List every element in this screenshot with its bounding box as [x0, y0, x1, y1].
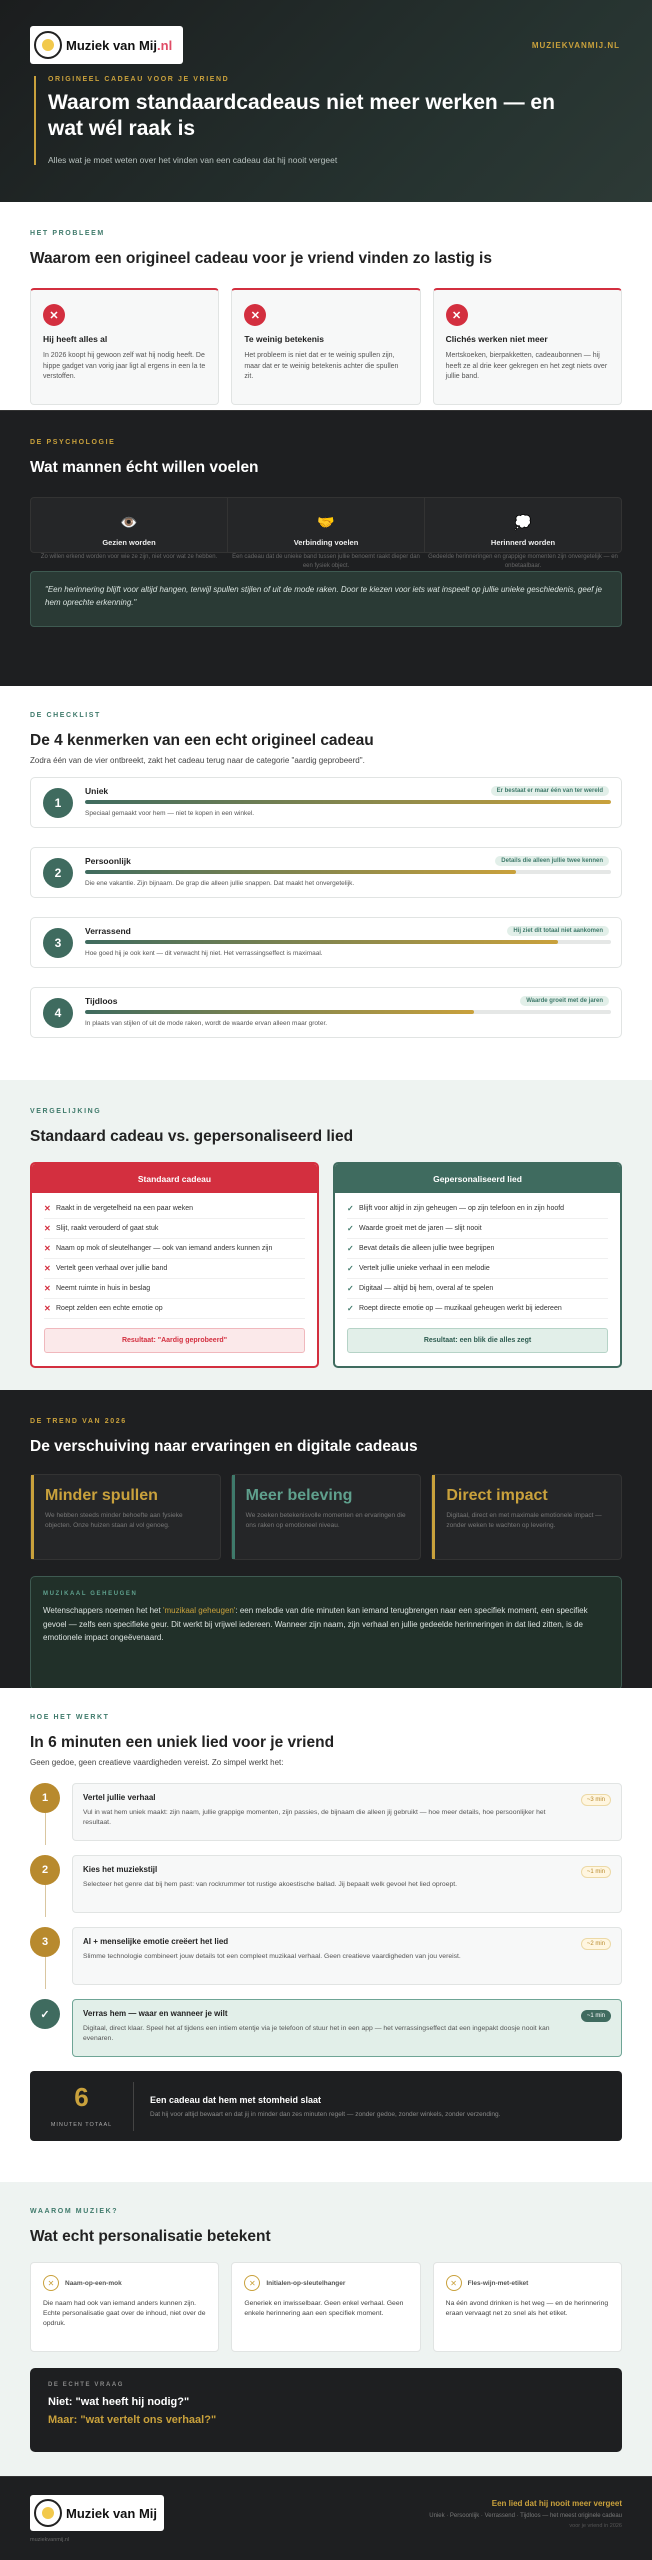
check-icon: ✓: [347, 1244, 354, 1254]
checklist-eyebrow: DE CHECKLIST: [30, 712, 101, 719]
science-label: MUZIKAAL GEHEUGEN: [43, 1591, 138, 1598]
step-title: Vertel jullie verhaal: [83, 1793, 156, 1803]
checklist-item: [30, 917, 622, 968]
cross-icon: ✕: [44, 1244, 51, 1254]
hero-section: [0, 0, 652, 202]
standard-result: Resultaat: "Aardig geprobeerd": [44, 1328, 305, 1353]
song-item: ✓ Bevat details die alleen jullie twee begrijpen: [347, 1239, 608, 1259]
why-card-text: Generiek en inwisselbaar. Geen enkel verhaal. Geen enkele herinnering aan een specifiek moment.: [244, 2300, 404, 2318]
standard-item: ✕ Raakt in de vergetelheid na een paar weken: [44, 1199, 305, 1219]
standard-gift-column: [30, 1162, 319, 1368]
trend-eyebrow: DE TREND VAN 2026: [30, 1418, 127, 1425]
checklist-number: 4: [43, 998, 73, 1028]
checklist-item: [30, 847, 622, 898]
problem-card-title: Clichés werken niet meer: [445, 334, 548, 345]
headphones-icon: [34, 31, 62, 59]
step-item: [30, 1855, 622, 1917]
why-card-label: Naam-op-een-mok: [65, 2279, 122, 2287]
science-text: Wetenschappers noemen het het 'muzikaal geheugen': een melodie van drie minuten kan iemand terugbrengen naar een specifiek moment, een specifiek gevoel — zelfs een specifieke geur. Dit werkt bij vrijwel iedereen. Wanneer zijn naam, zijn verhaal en jullie gedeelde herinneringen in dat lied zitten, is de emotionele impact ongeëvenaard.: [43, 1606, 588, 1642]
comparison-section: [0, 1080, 652, 1390]
checklist-item-title: Tijdloos: [85, 996, 118, 1007]
feeling-title: Herinnerd worden: [490, 538, 556, 548]
trend-card: [431, 1474, 622, 1560]
x-circle-icon: ✕: [244, 2275, 260, 2291]
song-item: ✓ Vertelt jullie unieke verhaal in een melodie: [347, 1259, 608, 1279]
why-music-section: [0, 2182, 652, 2476]
checklist-bar: [85, 940, 611, 944]
psychology-eyebrow: DE PSYCHOLOGIE: [30, 439, 116, 446]
real-question-line2: Maar: "wat vertelt ons verhaal?": [48, 2414, 217, 2427]
cross-icon: ✕: [44, 1304, 51, 1314]
problem-card-title: Te weinig betekenis: [244, 334, 324, 345]
x-icon: ✕: [244, 304, 266, 326]
real-question-box: [30, 2368, 622, 2452]
total-text: Een cadeau dat hem met stomheid slaat Dat hij voor altijd bewaart en dat jij in minder dan zes minuten regelt — zonder gedoe, zonder winkels, zonder verzending.: [150, 2094, 501, 2118]
hero-body: [34, 76, 594, 165]
step-item: [30, 1999, 622, 2061]
steps-section: [0, 1688, 652, 2182]
standard-item: ✕ Roept zelden een echte emotie op: [44, 1299, 305, 1319]
problem-card-text: Mertskoeken, bierpakketten, cadeaubonnen — hij heeft ze al drie keer gekregen en het zegt niets over jullie band.: [445, 352, 608, 380]
song-result: Resultaat: een blik die alles zegt: [347, 1328, 608, 1353]
cross-icon: ✕: [44, 1264, 51, 1274]
handshake-icon: 🤝: [317, 514, 335, 531]
checklist-item-text: In plaats van stijlen of uit de mode raken, wordt de waarde ervan alleen maar groter.: [85, 1020, 328, 1028]
checklist-title: De 4 kenmerken van een echt origineel cadeau: [30, 732, 374, 749]
real-question-line1: Niet: "wat heeft hij nodig?": [48, 2396, 190, 2409]
step-number: 1: [30, 1783, 60, 1813]
step-item: [30, 1783, 622, 1845]
why-title: Wat echt personalisatie betekent: [30, 2228, 271, 2245]
song-list: [335, 1193, 620, 1319]
trend-title: De verschuiving naar ervaringen en digitale cadeaus: [30, 1438, 418, 1455]
trend-card-text: We zoeken betekenisvolle momenten en ervaringen die ons raken op emotioneel niveau.: [245, 1512, 406, 1529]
check-icon: ✓: [347, 1284, 354, 1294]
checklist-item-text: Hoe goed hij je ook kent — dit verwacht hij niet. Het verrassingseffect is maximaal.: [85, 950, 323, 958]
feeling-item: [227, 498, 424, 569]
checklist-item-text: Speciaal gemaakt voor hem — niet te kopen in een winkel.: [85, 810, 255, 818]
checklist-item-title: Uniek: [85, 786, 109, 797]
checklist-tag: Details die alleen jullie twee kennen: [495, 856, 609, 866]
feeling-title: Gezien worden: [102, 538, 156, 548]
problem-card-title: Hij heeft alles al: [43, 334, 108, 345]
step-item: [30, 1927, 622, 1989]
checklist-number: 3: [43, 928, 73, 958]
why-card: [433, 2262, 622, 2352]
psychology-quote: "Een herinnering blijft voor altijd hangen, terwijl spullen stijlen of uit de mode raken. Door te kiezen voor iets wat inspeelt op jullie unieke geschiedenis, geef je hem oprechte erkenning.": [30, 571, 622, 627]
why-card-text: Na één avond drinken is het weg — en de herinnering eraan vervaagt net zo snel als het etiket.: [445, 2300, 609, 2318]
brand-name: Muziek van Mij.nl: [66, 37, 173, 53]
footer-logo[interactable]: [30, 2495, 164, 2531]
step-connector: [45, 1957, 46, 1989]
comparison-eyebrow: VERGELIJKING: [30, 1108, 102, 1115]
comparison-columns: [30, 1162, 622, 1368]
total-time-banner: [30, 2071, 622, 2141]
standard-item: ✕ Vertelt geen verhaal over jullie band: [44, 1259, 305, 1279]
cross-icon: ✕: [44, 1204, 51, 1214]
step-title: Verras hem — waar en wanneer je wilt: [83, 2009, 228, 2019]
headphones-icon: [34, 2499, 62, 2527]
step-box: [72, 1855, 622, 1913]
problem-card: [231, 288, 420, 405]
feeling-text: Zo willen erkend worden voor wie ze zijn, niet voor wat ze hebben.: [40, 554, 218, 561]
checklist-list: [30, 777, 622, 1038]
check-icon: ✓: [347, 1304, 354, 1314]
footer-right: [429, 2499, 622, 2529]
feeling-text: Een cadeau dat de unieke band tussen jullie benoemt raakt dieper dan een fysiek object.: [232, 554, 420, 569]
checklist-item-title: Verrassend: [85, 926, 131, 937]
real-question-label: DE ECHTE VRAAG: [48, 2382, 125, 2389]
step-text: Selecteer het genre dat bij hem past: van rockrummer tot rustige akoestische ballad. Jij bepaalt welk gevoel het lied oproept.: [83, 1881, 458, 1889]
step-text: Slimme technologie combineert jouw details tot een compleet muzikaal verhaal. Geen creatieve vaardigheden van jou vereist.: [83, 1953, 461, 1961]
problem-card-text: Het probleem is niet dat er te weinig spullen zijn, maar dat er te weinig betekenis achter die spullen zit.: [244, 352, 399, 380]
step-box: [72, 1999, 622, 2057]
checklist-tag: Hij ziet dit totaal niet aankomen: [507, 926, 609, 936]
song-item: ✓ Blijft voor altijd in zijn geheugen — op zijn telefoon en in zijn hoofd: [347, 1199, 608, 1219]
thought-bubble-icon: 💭: [514, 514, 532, 531]
trend-cards: [30, 1474, 622, 1560]
checklist-number: 1: [43, 788, 73, 818]
step-box: [72, 1927, 622, 1985]
footer-small-text: muziekvanmij.nl: [30, 2537, 70, 2543]
trend-card: [231, 1474, 422, 1560]
steps-title: In 6 minuten een uniek lied voor je vriend: [30, 1734, 335, 1751]
standard-item: ✕ Slijt, raakt verouderd of gaat stuk: [44, 1219, 305, 1239]
footer-links[interactable]: Uniek · Persoonlijk · Verrassend · Tijdloos — het meest originele cadeau: [429, 2513, 622, 2519]
step-box: [72, 1783, 622, 1841]
checklist-bar: [85, 1010, 611, 1014]
check-icon: ✓: [347, 1204, 354, 1214]
x-circle-icon: ✕: [446, 2275, 462, 2291]
steps-list: [30, 1783, 622, 2061]
standard-heading: Standaard cadeau: [32, 1164, 317, 1193]
step-text: Digitaal, direct klaar. Speel het af tijdens een intiem etentje via je telefoon of stuur het in een app — het verrassingseffect dat een ingepakt doosje nooit kan evenaren.: [83, 2025, 550, 2043]
step-time-badge: ~1 min: [581, 1866, 611, 1878]
footer-tagline: Een lied dat hij nooit meer vergeet: [491, 2499, 622, 2508]
trend-card-text: Digitaal, direct en met maximale emotionele impact — zonder weken te wachten op levering.: [446, 1512, 602, 1529]
why-card-label: Initialen-op-sleutelhanger: [266, 2279, 346, 2287]
step-connector: [45, 1813, 46, 1845]
problem-card: [30, 288, 219, 405]
checklist-item-title: Persoonlijk: [85, 856, 131, 867]
why-card: [231, 2262, 420, 2352]
x-circle-icon: ✕: [43, 2275, 59, 2291]
psychology-section: [0, 410, 652, 686]
page-title: Waarom standaardcadeaus niet meer werken — en wat wél raak is: [48, 91, 555, 141]
total-minutes: 6 MINUTEN TOTAAL: [30, 2082, 134, 2131]
song-column: [333, 1162, 622, 1368]
why-card-label: Fles-wijn-met-etiket: [467, 2279, 529, 2287]
trend-card-title: Minder spullen: [45, 1487, 158, 1505]
why-card: [30, 2262, 219, 2352]
brand-name: Muziek van Mij: [66, 2505, 158, 2521]
problem-title: Waarom een origineel cadeau voor je vriend vinden zo lastig is: [30, 250, 492, 267]
check-icon: ✓: [30, 1999, 60, 2029]
feeling-item: [424, 498, 621, 569]
x-icon: ✕: [446, 304, 468, 326]
checklist-tag: Er bestaat er maar één van ter wereld: [491, 786, 609, 796]
site-link[interactable]: MUZIEKVANMIJ.NL: [531, 41, 620, 50]
feeling-text: Gedeelde herinneringen en grappige momenten zijn onvergetelijk — en onbetaalbaar.: [428, 554, 618, 569]
problem-cards: [30, 288, 622, 405]
cross-icon: ✕: [44, 1224, 51, 1234]
cross-icon: ✕: [44, 1284, 51, 1294]
step-time-badge: ~1 min: [581, 2010, 611, 2022]
checklist-lead: Zodra één van de vier ontbreekt, zakt het cadeau terug naar de categorie "aardig geprobeerd".: [30, 756, 365, 766]
song-item: ✓ Digitaal — altijd bij hem, overal af te spelen: [347, 1279, 608, 1299]
step-title: Kies het muziekstijl: [83, 1865, 158, 1875]
checklist-item: [30, 777, 622, 828]
song-item: ✓ Roept directe emotie op — muzikaal geheugen werkt bij iedereen: [347, 1299, 608, 1319]
trend-section: [0, 1390, 652, 1688]
x-icon: ✕: [43, 304, 65, 326]
feeling-title: Verbinding voelen: [293, 538, 359, 548]
song-item: ✓ Waarde groeit met de jaren — slijt nooit: [347, 1219, 608, 1239]
why-card-text: Die naam had ook van iemand anders kunnen zijn. Echte personalisatie gaat over de inhoud, niet over de opdruk.: [43, 2300, 206, 2328]
step-text: Vul in wat hem uniek maakt: zijn naam, jullie grappige momenten, zijn passies, de bijnaam die alleen jij gebruikt — hoe meer details, hoe persoonlijker het resultaat.: [83, 1809, 546, 1827]
problem-section: [0, 202, 652, 410]
problem-card: [433, 288, 622, 405]
hero-subtitle: Alles wat je moet weten over het vinden van een cadeau dat hij nooit vergeet: [48, 154, 338, 165]
trend-card-text: We hebben steeds minder behoefte aan fysieke objecten. Onze huizen staan al vol genoeg.: [45, 1512, 183, 1529]
why-cards: [30, 2262, 622, 2352]
standard-item: ✕ Neemt ruimte in huis in beslag: [44, 1279, 305, 1299]
checklist-bar: [85, 870, 611, 874]
why-eyebrow: WAAROM MUZIEK?: [30, 2208, 119, 2215]
checklist-tag: Waarde groeit met de jaren: [520, 996, 609, 1006]
checklist-bar: [85, 800, 611, 804]
step-title: AI + menselijke emotie creëert het lied: [83, 1937, 229, 1947]
standard-item: ✕ Naam op mok of sleutelhanger — ook van iemand anders kunnen zijn: [44, 1239, 305, 1259]
step-time-badge: ~2 min: [581, 1938, 611, 1950]
science-box: [30, 1576, 622, 1690]
checklist-item-text: Die ene vakantie. Zijn bijnaam. De grap die alleen jullie snappen. Dat maakt het onvergetelijk.: [85, 880, 355, 888]
checklist-item: [30, 987, 622, 1038]
problem-eyebrow: HET PROBLEEM: [30, 230, 105, 237]
standard-list: [32, 1193, 317, 1319]
check-icon: ✓: [347, 1264, 354, 1274]
trend-card-title: Meer beleving: [245, 1487, 353, 1505]
step-connector: [45, 1885, 46, 1917]
footer: [0, 2476, 652, 2560]
feeling-item: [31, 498, 227, 561]
feelings-panel: [30, 497, 622, 569]
footer-copy: voor je vriend in 2026: [569, 2523, 622, 2529]
check-icon: ✓: [347, 1224, 354, 1234]
eye-icon: 👁️: [120, 514, 138, 531]
steps-lead: Geen gedoe, geen creatieve vaardigheden vereist. Zo simpel werkt het:: [30, 1758, 284, 1768]
trend-card: [30, 1474, 221, 1560]
brand-logo[interactable]: [30, 26, 183, 64]
trend-card-title: Direct impact: [446, 1487, 548, 1505]
psychology-title: Wat mannen écht willen voelen: [30, 459, 259, 476]
checklist-number: 2: [43, 858, 73, 888]
step-number: 3: [30, 1927, 60, 1957]
step-number: 2: [30, 1855, 60, 1885]
song-heading: Gepersonaliseerd lied: [335, 1164, 620, 1193]
steps-eyebrow: HOE HET WERKT: [30, 1714, 110, 1721]
checklist-section: [0, 686, 652, 1080]
step-time-badge: ~3 min: [581, 1794, 611, 1806]
comparison-title: Standaard cadeau vs. gepersonaliseerd lied: [30, 1128, 354, 1145]
hero-eyebrow: ORIGINEEL CADEAU VOOR JE VRIEND: [48, 76, 230, 83]
problem-card-text: In 2026 koopt hij gewoon zelf wat hij nodig heeft. De hippe gadget van vorig jaar ligt al ergens in een la te verstoffen.: [43, 352, 206, 380]
